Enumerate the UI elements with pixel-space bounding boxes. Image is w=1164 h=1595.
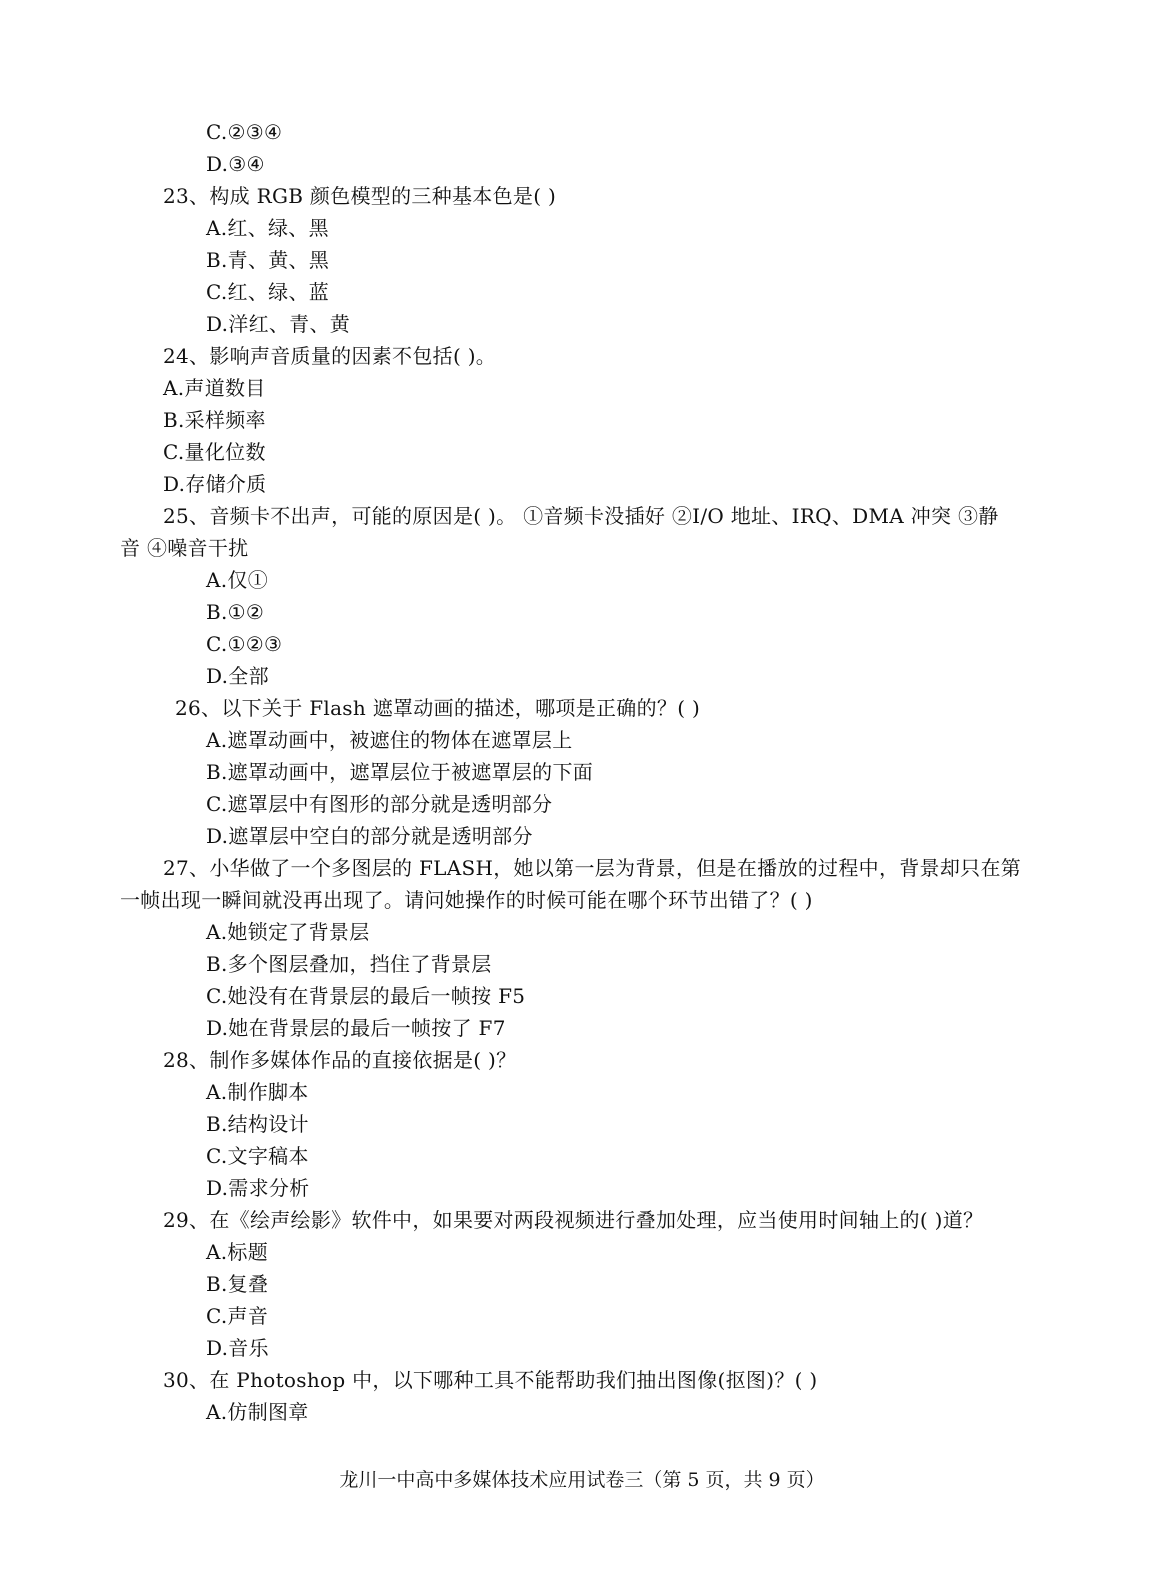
option-c: C.量化位数 bbox=[163, 440, 266, 464]
option-a: A.红、绿、黑 bbox=[206, 216, 329, 240]
option-d: D.③④ bbox=[206, 152, 265, 176]
option-c: C.遮罩层中有图形的部分就是透明部分 bbox=[206, 792, 553, 816]
option-c: C.红、绿、蓝 bbox=[206, 280, 330, 304]
option-a: A.仅① bbox=[206, 568, 269, 592]
option-c: C.文字稿本 bbox=[206, 1144, 309, 1168]
question-26: 26、以下关于 Flash 遮罩动画的描述，哪项是正确的？( ) bbox=[175, 696, 701, 720]
option-c: C.声音 bbox=[206, 1304, 269, 1328]
option-d: D.她在背景层的最后一帧按了 F7 bbox=[206, 1016, 506, 1040]
option-b: B.遮罩动画中，遮罩层位于被遮罩层的下面 bbox=[206, 760, 594, 784]
option-a: A.遮罩动画中，被遮住的物体在遮罩层上 bbox=[206, 728, 573, 752]
option-a: A.仿制图章 bbox=[206, 1400, 309, 1424]
option-a: A.她锁定了背景层 bbox=[206, 920, 370, 944]
question-30: 30、在 Photoshop 中，以下哪种工具不能帮助我们抽出图像(抠图)？( ) bbox=[163, 1368, 818, 1392]
question-27: 27、小华做了一个多图层的 FLASH，她以第一层为背景，但是在播放的过程中，背景却只在第 bbox=[163, 856, 1022, 880]
option-c: C.①②③ bbox=[206, 632, 283, 656]
option-b: B.结构设计 bbox=[206, 1112, 309, 1136]
option-b: B.多个图层叠加，挡住了背景层 bbox=[206, 952, 492, 976]
question-25: 25、音频卡不出声，可能的原因是( )。 ①音频卡没插好 ②I/O 地址、IRQ、DMA 冲突 ③静 bbox=[163, 504, 999, 528]
question-23: 23、构成 RGB 颜色模型的三种基本色是( ) bbox=[163, 184, 557, 208]
question-24: 24、影响声音质量的因素不包括( )。 bbox=[163, 344, 497, 368]
question-28: 28、制作多媒体作品的直接依据是( )？ bbox=[163, 1048, 517, 1072]
page-footer: 龙川一中高中多媒体技术应用试卷三（第 5 页，共 9 页） bbox=[339, 1469, 825, 1491]
option-b: B.采样频率 bbox=[163, 408, 266, 432]
option-b: B.复叠 bbox=[206, 1272, 269, 1296]
option-a: A.标题 bbox=[206, 1240, 269, 1264]
option-d: D.需求分析 bbox=[206, 1176, 310, 1200]
option-b: B.青、黄、黑 bbox=[206, 248, 330, 272]
question-27-continued: 一帧出现一瞬间就没再出现了。请问她操作的时候可能在哪个环节出错了？( ) bbox=[120, 888, 813, 912]
option-b: B.①② bbox=[206, 600, 265, 624]
option-a: A.制作脚本 bbox=[206, 1080, 309, 1104]
option-d: D.遮罩层中空白的部分就是透明部分 bbox=[206, 824, 533, 848]
option-a: A.声道数目 bbox=[163, 376, 266, 400]
option-d: D.洋红、青、黄 bbox=[206, 312, 351, 336]
question-29: 29、在《绘声绘影》软件中，如果要对两段视频进行叠加处理，应当使用时间轴上的( )道？ bbox=[163, 1208, 984, 1232]
option-d: D.存储介质 bbox=[163, 472, 267, 496]
option-d: D.全部 bbox=[206, 664, 269, 688]
option-d: D.音乐 bbox=[206, 1336, 269, 1360]
option-c: C.她没有在背景层的最后一帧按 F5 bbox=[206, 984, 526, 1008]
question-25-continued: 音 ④噪音干扰 bbox=[120, 536, 249, 560]
option-c: C.②③④ bbox=[206, 120, 283, 144]
